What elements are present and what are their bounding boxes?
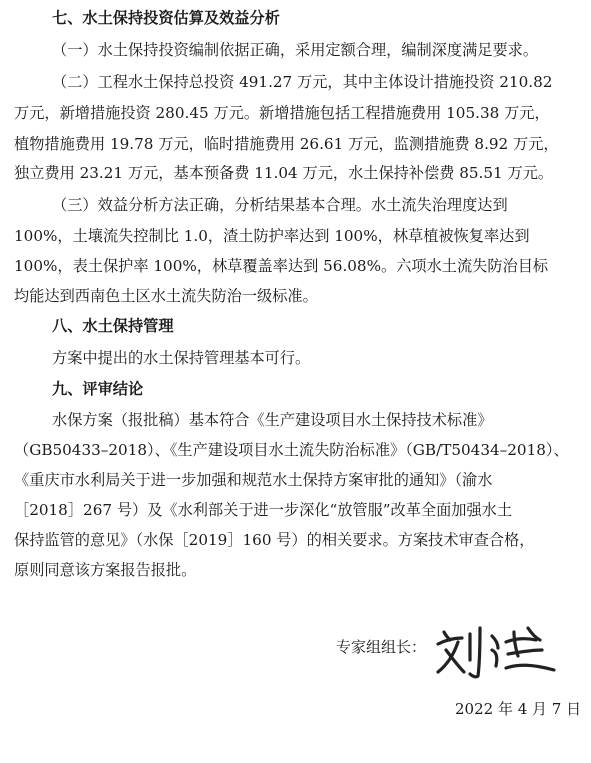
signature-date: 2022 年 4 月 7 日	[455, 700, 582, 718]
section-9-line-6: 原则同意该方案报告报批。	[14, 561, 197, 579]
section-7-para-3-line-1: （三）效益分析方法正确，分析结果基本合理。水土流失治理度达到	[52, 196, 508, 214]
section-7-para-3-line-4: 均能达到西南色土区水土流失防治一级标准。	[14, 287, 318, 305]
section-7-para-2-line-1: （二）工程水土保持总投资 491.27 万元，其中主体设计措施投资 210.82	[52, 73, 553, 91]
section-8-para-1: 方案中提出的水土保持管理基本可行。	[52, 349, 311, 367]
section-7-para-2-line-2: 万元，新增措施投资 280.45 万元。新增措施包括工程措施费用 105.38 万元，	[14, 104, 550, 122]
section-9-line-3: 《重庆市水利局关于进一步加强和规范水土保持方案审批的通知》（渝水	[14, 471, 493, 489]
section-7-para-2-line-4: 独立费用 23.21 万元，基本预备费 11.04 万元，水土保持补偿费 85.51 万元。	[14, 164, 554, 182]
section-7-para-1: （一）水土保持投资编制依据正确，采用定额合理，编制深度满足要求。	[52, 41, 538, 59]
section-7-para-3-line-3: 100%，表土保护率 100%，林草覆盖率达到 56.08%。六项水土流失防治目标	[14, 257, 549, 275]
section-9-line-5: 保持监管的意见》（水保［2019］160 号）的相关要求。方案技术审查合格，	[14, 531, 535, 549]
signature-label: 专家组组长：	[336, 638, 427, 656]
section-9-line-1: 水保方案（报批稿）基本符合《生产建设项目水土保持技术标准》	[52, 411, 493, 429]
section-7-para-2-line-3: 植物措施费用 19.78 万元，临时措施费用 26.61 万元，监测措施费 8.92 万元，	[14, 135, 559, 153]
handwritten-signature	[432, 620, 562, 682]
section-9-title: 九、评审结论	[52, 380, 144, 398]
section-7-para-3-line-2: 100%，土壤流失控制比 1.0，渣土防护率达到 100%，林草植被恢复率达到	[14, 227, 530, 245]
section-8-title: 八、水土保持管理	[52, 317, 174, 335]
section-9-line-4: ［2018］267 号）及《水利部关于进一步深化“放管服”改革全面加强水土	[14, 501, 513, 519]
section-7-title: 七、水土保持投资估算及效益分析	[52, 9, 280, 27]
section-9-line-2: （GB50433–2018）、《生产建设项目水土流失防治标准》（GB/T50434–2018）、	[14, 441, 569, 459]
